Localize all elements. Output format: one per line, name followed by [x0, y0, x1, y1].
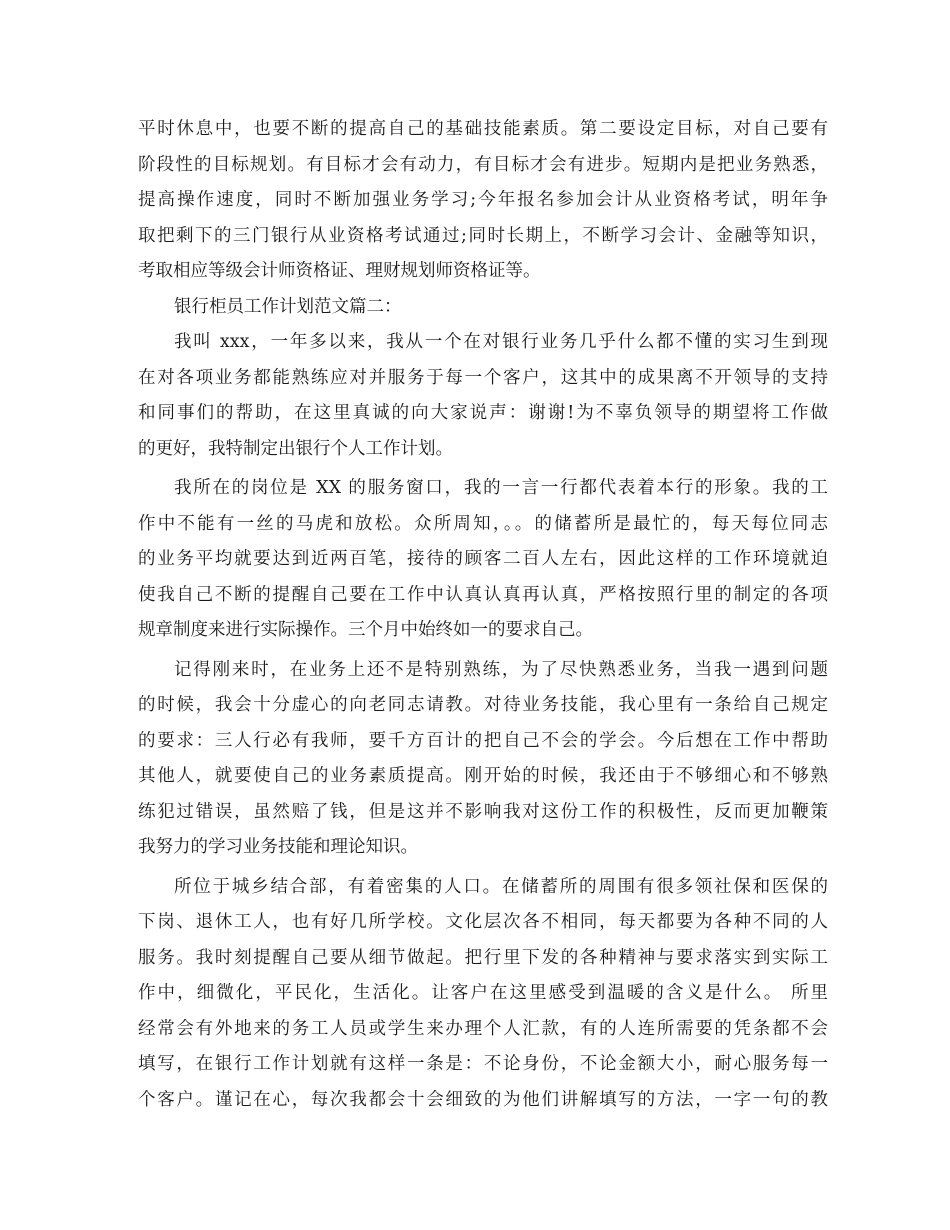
section-heading: [138, 290, 828, 326]
text-line: 在对各项业务都能熟练应对并服务于每一个客户，这其中的成果离不开领导的支持: [138, 367, 828, 388]
text-line: 和同事们的帮助，在这里真诚的向大家说声：谢谢!为不辜负领导的期望将工作做: [138, 403, 828, 423]
text-line: 取把剩下的三门银行从业资格考试通过;同时长期上，不断学习会计、金融等知识，: [138, 225, 828, 246]
document-page: [138, 112, 828, 1118]
text-line: 下岗、退休工人，也有好几所学校。文化层次各不相同，每天都要为各种不同的人: [138, 912, 828, 932]
heading-line: 银行柜员工作计划范文篇二：: [174, 296, 402, 317]
text-line: 填写，在银行工作计划就有这样一条是：不论身份，不论金额大小，耐心服务每一: [138, 1054, 828, 1074]
text-line: 的业务平均就要达到近两百笔，接待的顾客二百人左右，因此这样的工作环境就迫: [138, 549, 828, 569]
paragraph: [138, 112, 828, 290]
text-line: 规章制度来进行实际操作。三个月中始终如一的要求自己。: [138, 620, 593, 640]
text-line: 的要求：三人行必有我师，要千方百计的把自己不会的学会。今后想在工作中帮助: [138, 730, 828, 751]
text-line: 记得刚来时，在业务上还不是特别熟练，为了尽快熟悉业务，当我一遇到问题: [174, 659, 828, 680]
text-line: 提高操作速度，同时不断加强业务学习;今年报名参加会计从业资格考试，明年争: [138, 190, 828, 210]
text-line: 练犯过错误，虽然赔了钱，但是这并不影响我对这份工作的积极性，反而更加鞭策: [138, 801, 828, 822]
text-line: 阶段性的目标规划。有目标才会有动力，有目标才会有进步。短期内是把业务熟悉，: [138, 154, 828, 175]
text-line: 作中，细微化，平民化，生活化。让客户在这里感受到温暖的含义是什么。 所里: [138, 983, 828, 1003]
text-line: 平时休息中，也要不断的提高自己的基础技能素质。第二要设定目标，对自己要有: [138, 119, 828, 139]
text-line: 作中不能有一丝的马虎和放松。众所周知，。。的储蓄所是最忙的，每天每位同志: [138, 513, 828, 534]
text-line: 的时候，我会十分虚心的向老同志请教。对待业务技能，我心里有一条给自己规定: [138, 695, 828, 715]
text-line: 我叫 xxx，一年多以来，我从一个在对银行业务几乎什么都不懂的实习生到现: [174, 332, 828, 352]
paragraph: [138, 471, 828, 649]
text-line: 其他人，就要使自己的业务素质提高。刚开始的时候，我还由于不够细心和不够熟: [138, 766, 828, 786]
text-line: 使我自己不断的提醒自己要在工作中认真认真再认真，严格按照行里的制定的各项: [138, 584, 828, 605]
text-line: 经常会有外地来的务工人员或学生来办理个人汇款，有的人连所需要的凭条都不会: [138, 1018, 828, 1039]
text-line: 的更好，我特制定出银行个人工作计划。: [138, 438, 453, 459]
paragraph: [138, 870, 828, 1119]
text-line: 个客户。谨记在心，每次我都会十会细致的为他们讲解填写的方法，一字一句的教: [138, 1089, 828, 1110]
paragraph: [138, 325, 828, 467]
text-line: 我所在的岗位是 XX 的服务窗口，我的一言一行都代表着本行的形象。我的工: [174, 478, 828, 498]
text-line: 我努力的学习业务技能和理论知识。: [138, 837, 418, 857]
text-line: 所位于城乡结合部，有着密集的人口。在储蓄所的周围有很多领社保和医保的: [174, 876, 828, 897]
paragraph: [138, 653, 828, 866]
text-line: 服务。我时刻提醒自己要从细节做起。把行里下发的各种精神与要求落实到实际工: [138, 947, 828, 968]
text-line: 考取相应等级会计师资格证、理财规划师资格证等。: [138, 261, 541, 281]
